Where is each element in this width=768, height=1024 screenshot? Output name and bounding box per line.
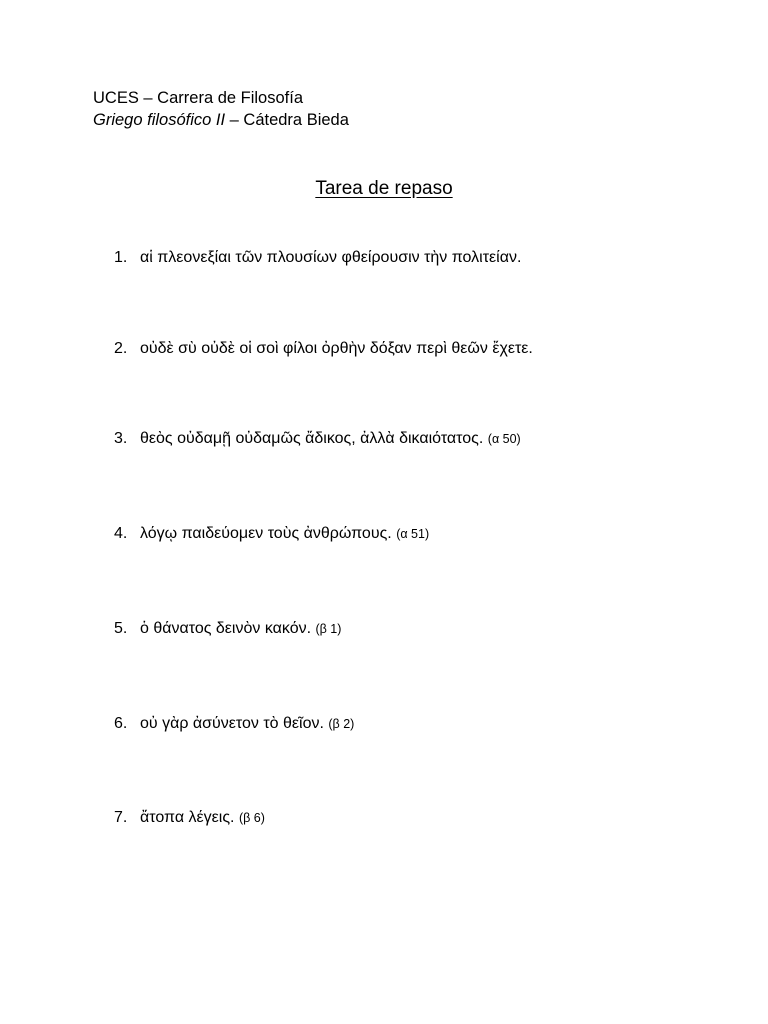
- page-title-text: Tarea de repaso: [315, 178, 453, 199]
- exercise-number: 7.: [114, 809, 128, 826]
- exercise-reference: (β 2): [328, 717, 355, 731]
- exercise-text: οὐδὲ σὺ οὐδὲ οἱ σοὶ φίλοι ὀρθὴν δόξαν περὶ θεῶν ἔχετε.: [140, 340, 533, 357]
- exercise-text: λόγῳ παιδεύομεν τοὺς ἀνθρώπους.: [140, 525, 392, 542]
- course-name: Griego filosófico II: [93, 111, 226, 129]
- exercise-reference: (β 1): [315, 622, 342, 636]
- course-line: [93, 110, 349, 130]
- exercise-number: 2.: [114, 340, 128, 357]
- exercise-item: [114, 429, 521, 449]
- exercise-number: 1.: [114, 249, 128, 266]
- exercise-number: 4.: [114, 525, 128, 542]
- institution-line: [93, 88, 303, 108]
- exercise-item: [114, 714, 354, 734]
- exercise-item: [114, 248, 521, 268]
- exercise-text: ἄτοπα λέγεις.: [140, 809, 235, 826]
- exercise-number: 5.: [114, 620, 128, 637]
- exercise-number: 3.: [114, 430, 128, 447]
- exercise-reference: (α 51): [396, 527, 430, 541]
- page-title: [0, 177, 768, 201]
- exercise-number: 6.: [114, 715, 128, 732]
- exercise-text: αἱ πλεονεξίαι τῶν πλουσίων φθείρουσιν τὴν πολιτείαν.: [140, 249, 522, 266]
- exercise-text: οὐ γὰρ ἀσύνετον τὸ θεῖον.: [140, 715, 324, 732]
- exercise-item: [114, 339, 533, 359]
- chair-text: – Cátedra Bieda: [225, 111, 349, 129]
- institution-text: UCES – Carrera de Filosofía: [93, 89, 303, 107]
- exercise-text: ὁ θάνατος δεινὸν κακόν.: [140, 620, 312, 637]
- exercise-item: [114, 619, 341, 639]
- exercise-item: [114, 524, 429, 544]
- exercise-text: θεὸς οὐδαμῇ οὐδαμῶς ἄδικος, ἀλλὰ δικαιότατος.: [140, 430, 484, 447]
- exercise-reference: (α 50): [487, 432, 521, 446]
- exercise-item: [114, 808, 265, 828]
- exercise-reference: (β 6): [238, 811, 265, 825]
